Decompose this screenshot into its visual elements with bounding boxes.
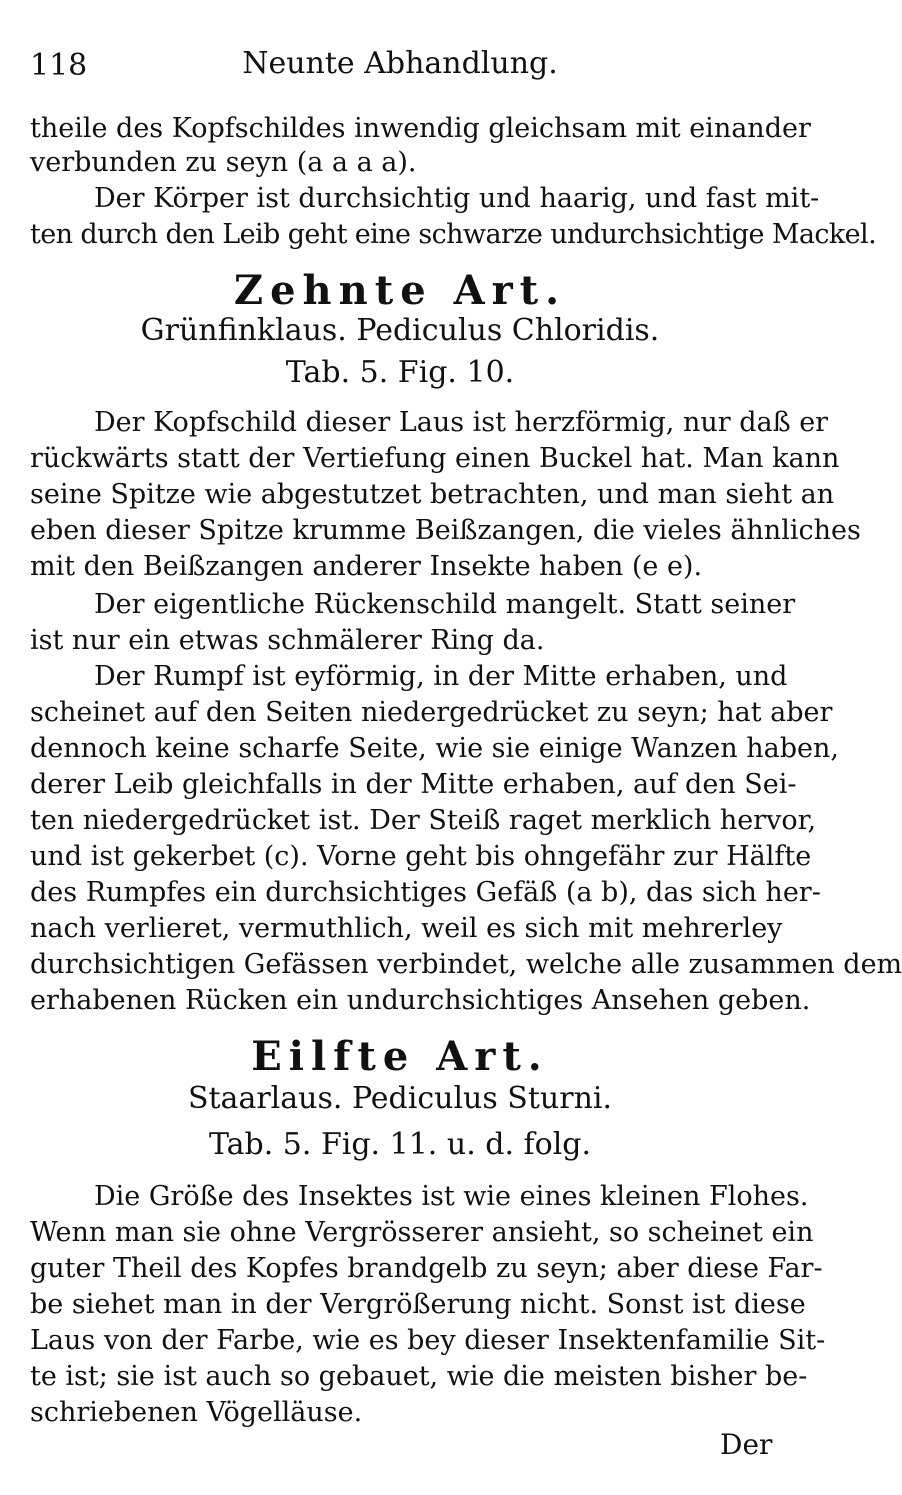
text-line: Der Rumpf ist eyförmig, in der Mitte erhaben, und (94, 661, 788, 692)
section-heading: Zehnte Art. (233, 267, 567, 314)
text-line: derer Leib gleichfalls in der Mitte erhaben, auf den Sei- (30, 769, 797, 800)
text-line: seine Spitze wie abgestutzet betrachten, und man sieht an (30, 479, 835, 510)
text-line: verbunden zu seyn (a a a a). (30, 147, 417, 178)
text-line: theile des Kopfschildes inwendig gleichsam mit einander (30, 113, 811, 144)
species-name: Staarlaus. Pediculus Sturni. (187, 1081, 613, 1116)
text-line: Der Kopfschild dieser Laus ist herzförmig, nur daß er (94, 407, 829, 438)
plate-reference: Tab. 5. Fig. 11. u. d. folg. (208, 1127, 592, 1162)
text-line: guter Theil des Kopfes brandgelb zu seyn; aber diese Far- (30, 1253, 823, 1284)
text-line: Die Größe des Insektes ist wie eines kleinen Flohes. (94, 1181, 809, 1212)
text-line: ist nur ein etwas schmälerer Ring da. (30, 625, 545, 656)
text-line: te ist; sie ist auch so gebauet, wie die meisten bisher be- (30, 1361, 808, 1392)
text-line: und ist gekerbet (c). Vorne geht bis ohngefähr zur Hälfte (30, 841, 812, 872)
text-line: mit den Beißzangen anderer Insekte haben (e e). (30, 551, 703, 582)
text-line: ten niedergedrücket ist. Der Steiß raget merklich hervor, (30, 805, 817, 836)
text-line: schriebenen Vögelläuse. (30, 1397, 363, 1428)
text-line: dennoch keine scharfe Seite, wie sie einige Wanzen haben, (30, 733, 839, 764)
text-line: Wenn man sie ohne Vergrösserer ansieht, so scheinet ein (30, 1217, 814, 1248)
section-heading: Eilfte Art. (251, 1033, 549, 1080)
species-name: Grünfinklaus. Pediculus Chloridis. (140, 313, 660, 348)
text-line: erhabenen Rücken ein undurchsichtiges Ansehen geben. (30, 985, 811, 1016)
text-line: Der eigentliche Rückenschild mangelt. Statt seiner (94, 589, 796, 620)
text-line: durchsichtigen Gefässen verbindet, welche alle zusammen dem (30, 949, 902, 980)
text-line: rückwärts statt der Vertiefung einen Buckel hat. Man kann (30, 443, 840, 474)
text-line: Der Körper ist durchsichtig und haarig, und fast mit- (94, 183, 820, 214)
text-line: des Rumpfes ein durchsichtiges Gefäß (a b), das sich her- (30, 877, 821, 908)
catchword: Der (720, 1428, 773, 1461)
plate-reference: Tab. 5. Fig. 10. (285, 355, 515, 390)
page-number: 118 (30, 48, 88, 83)
text-line: nach verlieret, vermuthlich, weil es sich mit mehrerley (30, 913, 783, 944)
text-line: ten durch den Leib geht eine schwarze undurchsichtige Mackel. (30, 219, 877, 250)
running-title: Neunte Abhandlung. (242, 46, 558, 81)
text-line: eben dieser Spitze krumme Beißzangen, die vieles ähnliches (30, 515, 861, 546)
text-line: scheinet auf den Seiten niedergedrücket zu seyn; hat aber (30, 697, 833, 728)
text-line: Laus von der Farbe, wie es bey dieser Insektenfamilie Sit- (30, 1325, 826, 1356)
text-line: be siehet man in der Vergrößerung nicht. Sonst ist diese (30, 1289, 806, 1320)
